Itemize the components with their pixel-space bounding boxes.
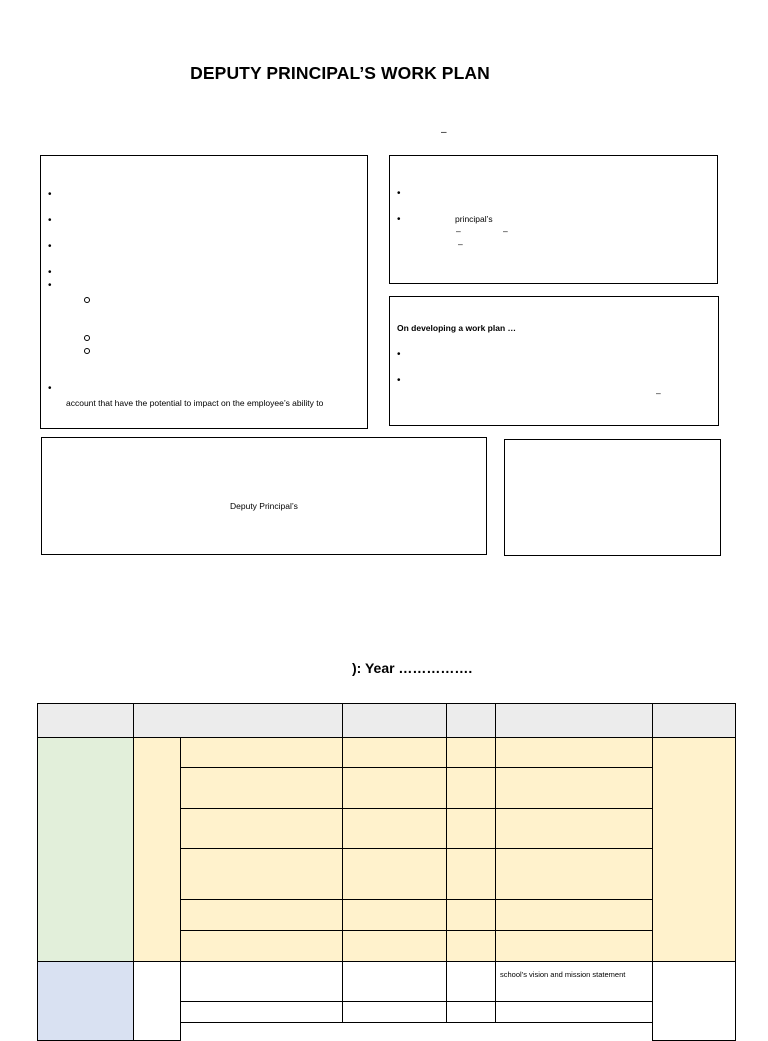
table-header-cell	[446, 703, 496, 738]
bullet-marker: •	[397, 349, 401, 360]
section-cell	[133, 961, 181, 1041]
table-cell	[180, 737, 343, 768]
info-box-bottom-right	[504, 439, 721, 556]
section-cell	[133, 737, 181, 962]
table-cell	[446, 737, 496, 768]
table-cell	[180, 961, 343, 1002]
vision-mission-cell	[495, 961, 653, 1002]
box-left-closing-text: account that have the potential to impact on the employee’s ability to	[66, 398, 324, 408]
table-cell	[495, 899, 653, 931]
table-cell	[342, 808, 447, 849]
deputy-principal-text: Deputy Principal’s	[230, 501, 298, 511]
bullet-marker: •	[48, 383, 52, 394]
bullet-marker: •	[397, 214, 401, 225]
sub-bullet-marker	[84, 348, 90, 354]
bullet-marker: •	[48, 189, 52, 200]
table-header-cell	[342, 703, 447, 738]
dash-mark: –	[458, 239, 463, 249]
table-header-cell	[37, 703, 134, 738]
table-header-cell	[133, 703, 343, 738]
table-cell	[342, 767, 447, 809]
bullet-marker: •	[48, 267, 52, 278]
table-cell	[495, 737, 653, 768]
section-cell	[37, 737, 134, 962]
table-cell	[495, 930, 653, 962]
bullet-marker: •	[48, 280, 52, 291]
table-cell	[180, 899, 343, 931]
table-cell	[495, 808, 653, 849]
info-box-right-mid	[389, 296, 719, 426]
dash-mark: –	[656, 388, 661, 398]
work-plan-heading: On developing a work plan …	[397, 323, 517, 333]
table-cell	[446, 767, 496, 809]
table-cell	[446, 848, 496, 900]
table-cell	[342, 961, 447, 1002]
table-cell	[495, 767, 653, 809]
info-box-right-top	[389, 155, 718, 284]
bullet-marker: •	[397, 188, 401, 199]
table-cell	[342, 1001, 447, 1023]
section-cell	[652, 961, 736, 1041]
table-cell	[342, 848, 447, 900]
table-cell	[446, 930, 496, 962]
bullet-marker: •	[397, 375, 401, 386]
table-cell	[495, 1001, 653, 1023]
work-plan-table	[38, 704, 738, 1034]
table-cell	[446, 899, 496, 931]
vision-mission-text: school’s vision and mission statement	[500, 970, 626, 979]
table-header-cell	[652, 703, 736, 738]
table-cell	[446, 1001, 496, 1023]
header-dash: –	[441, 127, 447, 138]
table-header-cell	[495, 703, 653, 738]
year-line: ): Year …………….	[352, 660, 473, 676]
info-box-left	[40, 155, 368, 429]
table-cell	[180, 930, 343, 962]
info-box-bottom-left	[41, 437, 487, 555]
table-cell	[180, 808, 343, 849]
table-cell	[342, 899, 447, 931]
section-cell	[37, 961, 134, 1041]
dash-mark: –	[503, 226, 508, 236]
section-cell	[652, 737, 736, 962]
sub-bullet-marker	[84, 335, 90, 341]
table-cell	[446, 808, 496, 849]
table-cell	[342, 930, 447, 962]
dash-mark: –	[456, 226, 461, 236]
sub-bullet-marker	[84, 297, 90, 303]
table-cell	[180, 767, 343, 809]
table-cell	[342, 737, 447, 768]
table-cell	[446, 961, 496, 1002]
bullet-marker: •	[48, 241, 52, 252]
bullet-marker: •	[48, 215, 52, 226]
table-cell	[495, 848, 653, 900]
table-cell	[180, 848, 343, 900]
page-title: DEPUTY PRINCIPAL’S WORK PLAN	[190, 63, 490, 83]
principals-text: principal’s	[455, 214, 493, 224]
table-cell	[180, 1001, 343, 1023]
